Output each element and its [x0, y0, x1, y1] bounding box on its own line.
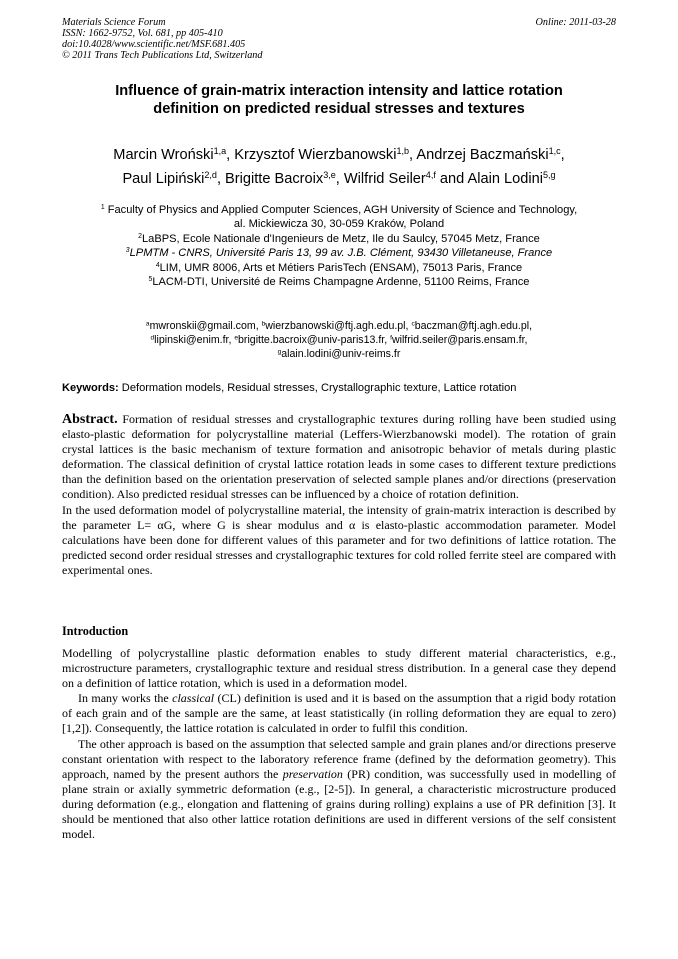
- email-address[interactable]: mwronskii@gmail.com,: [149, 320, 262, 332]
- affiliation-3: [62, 246, 616, 260]
- author-sup: 3,e: [323, 170, 336, 181]
- affiliation-sup: 2: [138, 233, 142, 241]
- email-sup: g: [277, 348, 282, 356]
- email-address[interactable]: wierzbanowski@ftj.agh.edu.pl,: [265, 320, 412, 332]
- author-name: , Brigitte Bacroix: [216, 171, 324, 187]
- email-sup: a: [145, 320, 150, 328]
- email-line-2: [62, 333, 616, 347]
- affiliation-text: Faculty of Physics and Applied Computer Sciences, AGH University of Science and Technology,: [104, 204, 578, 216]
- intro-paragraph-2: [62, 691, 616, 736]
- affiliation-5: [62, 275, 616, 289]
- affiliations: [62, 203, 616, 289]
- author-name: , Andrzej Baczmański: [409, 147, 549, 163]
- intro-emphasis: classical: [172, 691, 215, 706]
- email-address[interactable]: brigitte.bacroix@univ-paris13.fr,: [238, 334, 391, 346]
- author-name: , Wilfrid Seiler: [335, 171, 426, 187]
- intro-paragraph-1: Modelling of polycrystalline plastic deformation enables to study different material characteristics, e.g., microstructure parameters, crystallographic texture and residual stress distribution. In a general case they depend on a definition of lattice rotation, which is used in a deformation model.: [62, 646, 616, 691]
- affiliation-1-address: al. Mickiewicza 30, 30-059 Kraków, Poland: [233, 218, 445, 231]
- email-address[interactable]: baczman@ftj.agh.edu.pl,: [414, 320, 533, 332]
- author-sup: 5,g: [542, 170, 556, 181]
- email-address[interactable]: lipinski@enim.fr,: [154, 334, 235, 346]
- email-sup: b: [261, 320, 266, 328]
- email-address[interactable]: alain.lodini@univ-reims.fr: [281, 348, 401, 360]
- email-sup: d: [150, 334, 155, 342]
- introduction-section: [62, 646, 616, 842]
- affiliation-text: LaBPS, Ecole Nationale d'Ingenieurs de Metz, Ile du Saulcy, 57045 Metz, France: [142, 232, 540, 245]
- publication-header: [62, 17, 616, 61]
- affiliation-2: [62, 232, 616, 246]
- title-line-2: definition on predicted residual stresses and textures: [153, 101, 525, 117]
- email-line-3: [62, 347, 616, 361]
- keywords-text: Deformation models, Residual stresses, Crystallographic texture, Lattice rotation: [118, 382, 517, 394]
- affiliation-sup: 4: [155, 261, 160, 269]
- affiliation-text: LPMTM - CNRS, Université Paris 13, 99 av. J.B. Clément, 93430 Villetaneuse, France: [129, 247, 553, 260]
- affiliation-4: [62, 261, 616, 275]
- author-line-2: [62, 167, 616, 191]
- author-sup: 2,d: [204, 170, 217, 181]
- email-sup: f: [390, 334, 392, 342]
- email-address[interactable]: wilfrid.seiler@paris.ensam.fr,: [391, 334, 528, 346]
- email-sup: c: [411, 320, 415, 328]
- affiliation-sup: 1: [100, 204, 105, 212]
- author-sup: 1,c: [548, 146, 561, 157]
- affiliation-1: [62, 203, 616, 217]
- abstract-text: Formation of residual stresses and crystallographic textures during rolling have been studied using elasto-plastic deformation for polycrystalline material (Leffers-Wierzbanowski model). The rotation of grain crystal lattices is the basic mechanism of texture formation and anisotropic behavior of metals during plastic deformation. The classical definition of crystal lattice rotation leads in some cases to different texture predictions than the definition based on the orientation preservation of selected sample planes and/or directions (preservation condition). Also predicted residual stresses can be influenced by a choice of rotation definition.: [62, 412, 616, 502]
- affiliation-sup: 5: [148, 276, 153, 284]
- author-name: and Alain Lodini: [435, 171, 543, 187]
- author-sup: 4,f: [425, 170, 436, 181]
- keywords-label: Keywords:: [62, 382, 119, 394]
- intro-emphasis: preservation: [282, 766, 343, 781]
- header-left: [62, 17, 616, 61]
- email-list: [62, 319, 616, 361]
- intro-text: (CL) definition is used and it is based on the assumption that a rigid body rotation of each grain and of the sample are the same, at least statistically (in rolling deformation they are equal to zero) [1,2]). Consequently, the lattice rotation is calculated in order to fulfil this condition.: [62, 691, 616, 736]
- abstract-paragraph-1: [62, 412, 616, 503]
- author-separator: ,: [560, 147, 565, 163]
- intro-text: The other approach is based on the assumption that selected sample and grain planes and/or directions preserve constant orientation with respect to the laboratory reference frame (defined by the deformation geometry). This approach, named by the present authors the: [62, 736, 616, 781]
- email-line-1: [62, 319, 616, 333]
- author-sup: 1,b: [396, 146, 410, 157]
- journal-name: Materials Science Forum: [62, 17, 166, 28]
- online-date: Online: 2011-03-28: [535, 17, 616, 28]
- abstract-label: Abstract.: [62, 412, 118, 427]
- affiliation-sup: 3: [125, 247, 130, 255]
- affiliation-text: LACM-DTI, Université de Reims Champagne Ardenne, 51100 Reims, France: [152, 276, 530, 289]
- paper-title: [62, 82, 616, 118]
- author-sup: 1,a: [213, 146, 227, 157]
- doi-line: doi:10.4028/www.scientific.net/MSF.681.405: [62, 39, 246, 50]
- title-line-1: Influence of grain-matrix interaction intensity and lattice rotation: [115, 83, 563, 99]
- copyright-line: © 2011 Trans Tech Publications Ltd, Switzerland: [62, 50, 263, 61]
- keywords: [62, 381, 616, 395]
- intro-paragraph-3: [62, 737, 616, 843]
- author-name: Paul Lipiński: [122, 171, 205, 187]
- abstract-section: [62, 412, 616, 578]
- author-name: Marcin Wroński: [113, 147, 214, 163]
- issn-line: ISSN: 1662-9752, Vol. 681, pp 405-410: [62, 28, 223, 39]
- intro-text: (PR) condition, was successfully used in modelling of plane strain or axially symmetric deformation (e.g., [2-5]). In general, a characteristic microstructure produced during deformation (e.g., elongation and flattening of grains during rolling) explains a use of PR definition [3]. It should be mentioned that also other lattice rotation definitions are used in different versions of the self consistent model.: [62, 766, 616, 842]
- introduction-heading: Introduction: [62, 624, 129, 638]
- author-list: [62, 143, 616, 191]
- intro-text: In many works the: [78, 691, 173, 706]
- abstract-paragraph-2: In the used deformation model of polycrystalline material, the intensity of grain-matrix interaction is described by the parameter L= αG, where G is shear modulus and α is elasto-plastic accommodation parameter. Model calculations have been done for different values of this parameter and for two definitions of lattice rotation. The predicted second order residual stresses and crystallographic textures for cold rolled ferrite steel are compared with experimental ones.: [62, 502, 616, 577]
- affiliation-text: LIM, UMR 8006, Arts et Métiers ParisTech (ENSAM), 75013 Paris, France: [159, 261, 523, 274]
- email-sup: e: [234, 334, 239, 342]
- author-name: , Krzysztof Wierzbanowski: [226, 147, 397, 163]
- author-line-1: [62, 143, 616, 167]
